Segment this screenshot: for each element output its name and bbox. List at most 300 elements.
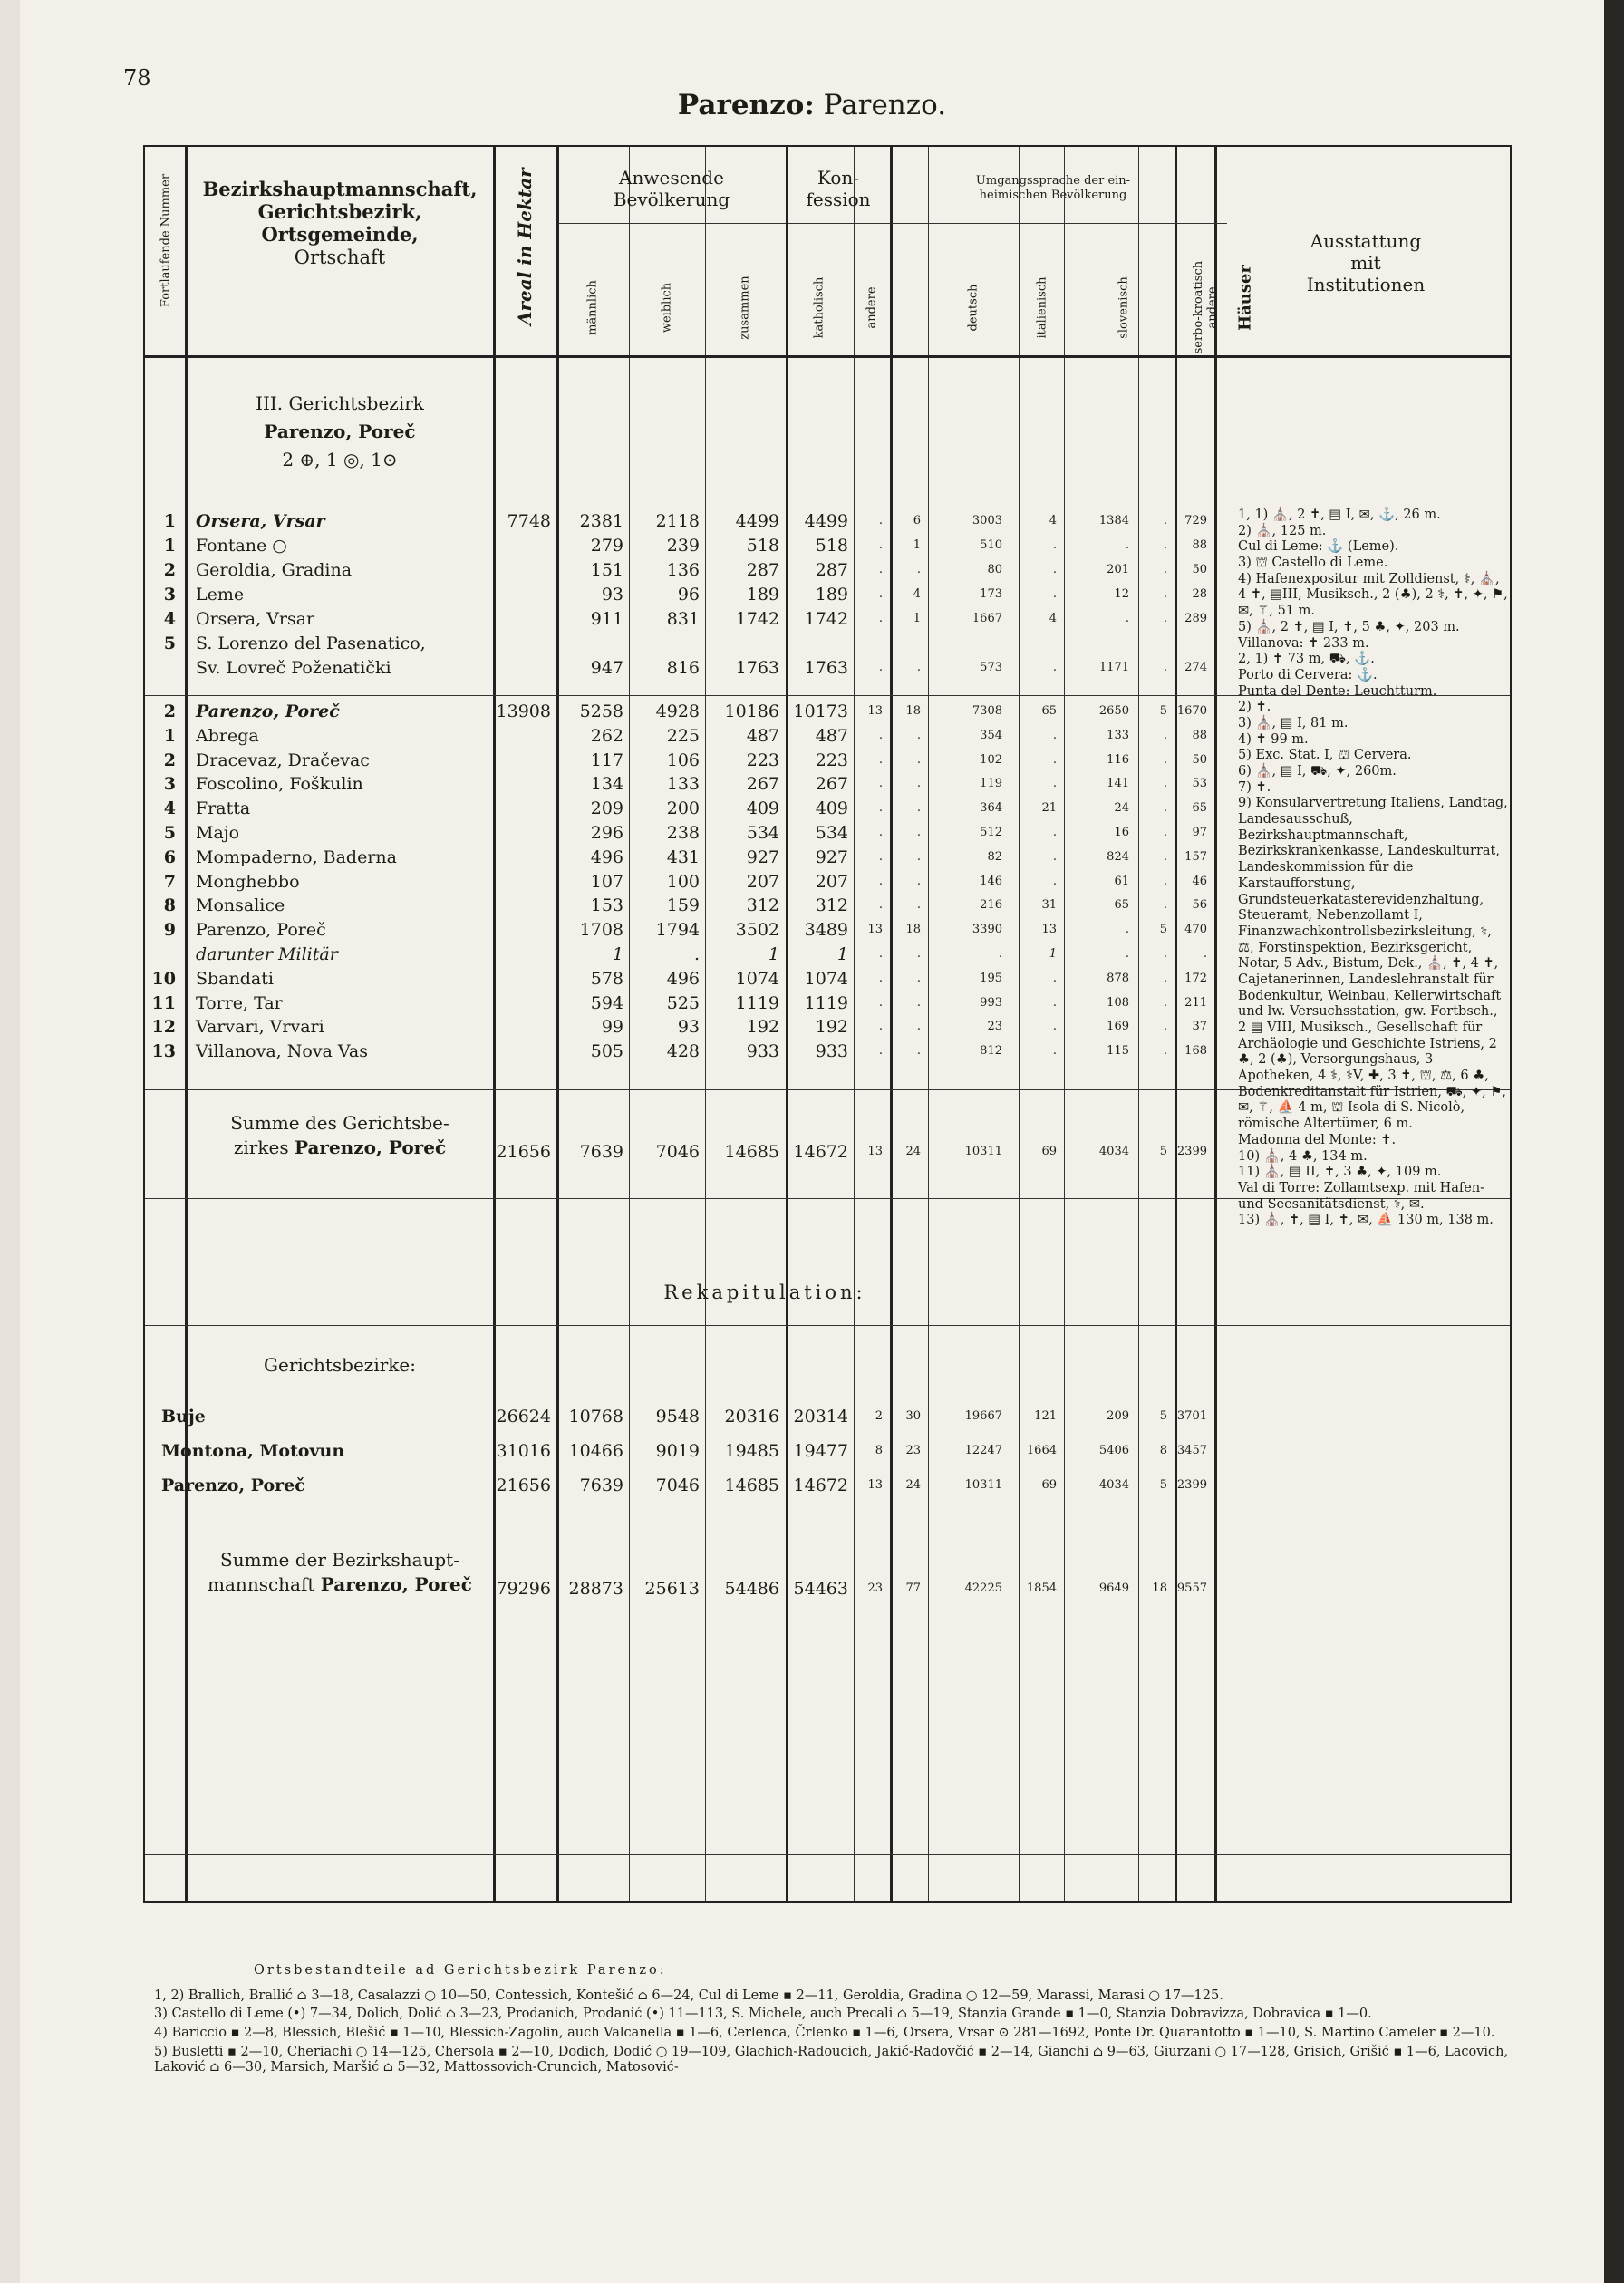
note-item: 2, 1) ✝ 73 m, ⛟, ⚓.	[1238, 652, 1375, 667]
recap-row-2-de: 24	[905, 1478, 921, 1492]
row-b-4-z: 409	[746, 798, 779, 819]
row-b-1-name: Abrega	[196, 725, 259, 746]
row-a-3-de: 4	[913, 587, 921, 601]
row-b-11-w: 496	[666, 968, 700, 989]
row-b-2-m: 117	[590, 750, 624, 770]
recap-row-0-sk: 209	[1107, 1409, 1129, 1423]
row-b-5-kath: 534	[815, 823, 848, 843]
col-serbo-croatian: serbo-kroatisch	[1191, 260, 1205, 354]
row-a-3-name: Leme	[196, 585, 245, 605]
row-b-4-sk: 24	[1114, 801, 1129, 816]
row-b-12-and: .	[878, 995, 883, 1010]
row-b-0-kath: 10173	[793, 701, 848, 721]
col-confession	[788, 167, 889, 210]
recap-row-2-name: Parenzo, Poreč	[161, 1475, 305, 1495]
col-facilities	[1218, 230, 1513, 295]
note-item: 3) ⛫ Castello di Leme.	[1238, 556, 1388, 571]
row-b-1-sk: 133	[1107, 728, 1129, 742]
row-b-7-no: 7	[163, 871, 176, 892]
row-b-5-it: 512	[980, 826, 1002, 839]
sum-district-line-2a: zirkes	[233, 1137, 295, 1158]
recap-row-1-z: 19485	[724, 1441, 779, 1461]
row-b-8-h: 56	[1192, 898, 1207, 913]
row-b-0-z: 10186	[724, 701, 779, 721]
row-b-13-it: 23	[987, 1020, 1002, 1034]
row-b-2-h: 50	[1192, 752, 1207, 767]
row-b-4-sl: 21	[1041, 801, 1057, 816]
recap-row-1-w: 9019	[655, 1441, 700, 1461]
recap-row-1-it: 12247	[964, 1444, 1002, 1457]
facilities-line-2: mit	[1350, 252, 1381, 274]
row-b-8-sk: 65	[1114, 898, 1129, 913]
row-b-10-an: .	[1163, 947, 1167, 961]
recap-title: Rekapitulation:	[663, 1282, 866, 1303]
row-b-0-it: 7308	[972, 704, 1002, 718]
row-b-0-and: 13	[867, 704, 883, 718]
row-a-1-sl: .	[1052, 538, 1057, 552]
row-a-3-kath: 189	[815, 585, 848, 605]
row-a-6-name: Sv. Lovreč Poženatički	[196, 658, 392, 678]
row-b-3-sl: .	[1052, 777, 1057, 791]
row-b-12-sk: 108	[1107, 995, 1129, 1010]
row-b-1-no: 1	[163, 725, 176, 746]
row-a-3-z: 189	[746, 585, 779, 605]
row-b-14-no: 13	[151, 1041, 176, 1062]
recap-row-0-m: 10768	[568, 1407, 624, 1427]
district-heading	[188, 390, 491, 474]
footnote-line: 1, 2) Brallich, Brallić ⌂ 3—18, Casalazzi ○ 10—50, Contessich, Kontešić ⌂ 6—24, Cul di Leme ▪ 2—11, Geroldia, Gradina ○ 12—59, Marassi, Marasi ○ 17—125.	[154, 1988, 1223, 2003]
row-b-2-an: .	[1163, 752, 1167, 767]
row-b-0-area: 13908	[496, 701, 551, 721]
sum-district-sk: 4034	[1098, 1145, 1129, 1158]
row-b-3-and: .	[878, 777, 883, 791]
recap-total-label	[188, 1548, 491, 1597]
row-b-3-it: 119	[980, 777, 1002, 791]
note-item: 7) ✝.	[1238, 779, 1271, 795]
recap-total-sk: 9649	[1098, 1582, 1129, 1595]
district-heading-line-3: 2 ⊕, 1 ◎, 1⊙	[282, 449, 398, 470]
row-b-13-sk: 169	[1107, 1020, 1129, 1034]
district-line-1: Bezirkshauptmannschaft,	[202, 178, 478, 200]
row-a-2-de: .	[916, 563, 921, 576]
row-b-10-name: darunter Militär	[196, 944, 338, 964]
page-title-rest: Parenzo.	[823, 89, 947, 121]
row-a-4-z: 1742	[735, 609, 779, 629]
row-b-11-z: 1074	[735, 968, 779, 989]
sum-district-z: 14685	[724, 1142, 779, 1162]
row-a-2-h: 50	[1192, 563, 1207, 576]
note-item: Punta del Dente: Leuchtturm.	[1238, 683, 1437, 699]
recap-total-line-2b: Parenzo, Poreč	[320, 1573, 472, 1595]
recap-total-kath: 54463	[793, 1579, 848, 1599]
recap-row-0-w: 9548	[655, 1407, 700, 1427]
row-b-13-m: 99	[601, 1017, 624, 1038]
row-b-9-kath: 3489	[804, 920, 848, 941]
row-a-1-z: 518	[746, 536, 779, 556]
row-b-7-h: 46	[1192, 874, 1207, 888]
row-b-0-w: 4928	[655, 701, 700, 721]
row-b-11-it: 195	[980, 971, 1002, 985]
row-b-10-kath: 1	[836, 944, 848, 964]
row-a-2-no: 2	[163, 560, 176, 580]
row-b-2-name: Dracevaz, Dračevac	[196, 750, 370, 770]
row-b-5-sl: .	[1052, 826, 1057, 839]
row-a-4-and: .	[878, 612, 883, 625]
page-title-bold: Parenzo:	[677, 89, 815, 121]
row-a-2-kath: 287	[815, 560, 848, 580]
row-a-3-an: .	[1163, 587, 1167, 601]
row-b-1-sl: .	[1052, 728, 1057, 742]
row-b-11-an: .	[1163, 971, 1167, 985]
row-b-1-it: 354	[980, 728, 1002, 742]
row-b-7-w: 100	[666, 871, 700, 892]
row-b-14-h: 168	[1184, 1044, 1207, 1059]
row-a-4-no: 4	[163, 609, 176, 629]
sum-district-an: 5	[1159, 1145, 1167, 1158]
page-title	[0, 89, 1624, 121]
row-b-4-kath: 409	[815, 798, 848, 819]
language-line-2: heimischen Bevölkerung	[979, 188, 1127, 202]
row-b-1-z: 487	[746, 725, 779, 746]
row-a-2-z: 287	[746, 560, 779, 580]
present-pop-line-2: Bevölkerung	[613, 189, 730, 210]
row-a-6-w: 816	[666, 658, 700, 678]
district-heading-line-2: Parenzo, Poreč	[264, 421, 416, 442]
row-b-11-m: 578	[590, 968, 624, 989]
row-a-1-h: 88	[1192, 538, 1207, 552]
sum-district-it: 10311	[964, 1145, 1002, 1158]
row-a-2-w: 136	[666, 560, 700, 580]
recap-row-1-area: 31016	[496, 1441, 551, 1461]
recap-row-1-name: Montona, Motovun	[161, 1441, 345, 1461]
footnotes	[154, 1963, 1513, 2079]
row-b-0-sk: 2650	[1098, 704, 1129, 718]
row-b-10-sl: 1	[1049, 947, 1057, 961]
sum-district-label	[188, 1111, 491, 1160]
row-b-13-z: 192	[746, 1017, 779, 1038]
row-b-12-m: 594	[590, 992, 624, 1013]
row-b-9-it: 3390	[972, 923, 1002, 937]
row-b-0-h: 1670	[1176, 704, 1207, 718]
row-b-8-w: 159	[666, 895, 700, 916]
row-b-3-an: .	[1163, 777, 1167, 791]
row-b-4-it: 364	[980, 801, 1002, 816]
row-a-1-name: Fontane ○	[196, 536, 287, 556]
row-b-6-kath: 927	[815, 846, 848, 867]
note-item: 9) Konsularvertretung Italiens, Landtag, Landesausschuß, Bezirkshauptmannschaft, Bezirkskrankenkasse, Landeskulturrat, Landeskommission für die Karstaufforstung, Grundsteuerkatasterevidenzhaltung, Steueramt, Nebenzollamt I, Finanzwachkontrollsbezirksleitung, ⚕, ⚖, Forstinspektion, Bezirksgericht, Notar, 5 Adv., Bistum, Dek., ⛪, ✝, 4 ✝, Cajetanerinnen, Landeslehranstalt für Bodenkultur, Weinbau, Kellerwirtschaft und lw. Versuchsstation, gw. Fortbsch., 2 ▤ VIII, Musiksch., Gesellschaft für Archäologie und Geschichte Istriens, 2 ♣, 2 (♣), Versorgungshaus, 3 Apotheken, 4 ⚕, ⚕V, ✚, 3 ✝, ⛫, ⚖, 6 ♣, Bodenkreditanstalt für Istrien, ⛟, ✦, ⚑, ✉, ⚚, ⛵ 4 m, ⛫ Isola di S. Nicolò, römische Altertümer, 6 m.	[1238, 796, 1508, 1132]
row-b-13-sl: .	[1052, 1020, 1057, 1034]
recap-row-1-h: 3457	[1176, 1444, 1207, 1457]
recap-row-2-area: 21656	[496, 1475, 551, 1495]
row-b-3-no: 3	[163, 774, 176, 795]
row-b-7-de: .	[916, 874, 921, 888]
row-a-4-sk: .	[1125, 612, 1129, 625]
row-b-5-m: 296	[590, 823, 624, 843]
binding-edge	[1604, 0, 1624, 2283]
row-b-10-h: .	[1203, 947, 1207, 961]
row-b-12-w: 525	[666, 992, 700, 1013]
row-b-7-z: 207	[746, 871, 779, 892]
row-a-6-z: 1763	[735, 658, 779, 678]
row-a-0-kath: 4499	[804, 511, 848, 531]
row-b-2-z: 223	[746, 750, 779, 770]
row-a-6-an: .	[1163, 661, 1167, 674]
note-item: Cul di Leme: ⚓ (Leme).	[1238, 539, 1399, 555]
row-a-3-m: 93	[601, 585, 624, 605]
recap-row-2-h: 2399	[1176, 1478, 1207, 1492]
row-b-10-w: .	[693, 944, 700, 964]
row-a-1-kath: 518	[815, 536, 848, 556]
col-slovenian: slovenisch	[1116, 276, 1131, 339]
row-b-8-and: .	[878, 898, 883, 913]
confession-line-2: fession	[806, 189, 871, 210]
col-houses: Häuser	[1235, 265, 1255, 331]
row-a-4-h: 289	[1184, 612, 1207, 625]
row-a-1-sk: .	[1125, 538, 1129, 552]
row-b-13-an: .	[1163, 1020, 1167, 1034]
row-b-8-no: 8	[163, 895, 176, 916]
row-b-10-z: 1	[768, 944, 779, 964]
row-a-6-h: 274	[1184, 661, 1207, 674]
row-b-3-sk: 141	[1107, 777, 1129, 791]
row-a-0-an: .	[1163, 514, 1167, 527]
sum-district-de: 24	[905, 1145, 921, 1158]
row-a-3-w: 96	[677, 585, 700, 605]
row-b-6-h: 157	[1184, 849, 1207, 864]
col-total: zusammen	[738, 276, 752, 340]
recap-total-h: 9557	[1176, 1582, 1207, 1595]
recap-total-line-2a: mannschaft	[208, 1573, 321, 1595]
recap-total-and: 23	[867, 1582, 883, 1595]
row-a-1-de: 1	[913, 538, 921, 552]
district-line-2: Gerichtsbezirk,	[257, 200, 422, 224]
row-a-3-it: 173	[980, 587, 1002, 601]
row-b-12-no: 11	[151, 992, 176, 1013]
row-b-9-an: 5	[1159, 923, 1167, 937]
recap-total-de: 77	[905, 1582, 921, 1595]
confession-line-1: Kon-	[817, 167, 860, 189]
row-b-14-w: 428	[666, 1041, 700, 1062]
row-b-12-an: .	[1163, 995, 1167, 1010]
recap-row-2-m: 7639	[579, 1475, 624, 1495]
row-b-3-name: Foscolino, Foškulin	[196, 774, 363, 795]
row-b-11-name: Sbandati	[196, 968, 274, 989]
row-b-10-and: .	[878, 947, 883, 961]
note-item: 6) ⛪, ▤ I, ⛟, ✦, 260m.	[1238, 764, 1397, 779]
row-b-7-and: .	[878, 874, 883, 888]
row-b-14-z: 933	[746, 1041, 779, 1062]
row-b-9-sk: .	[1125, 923, 1129, 937]
row-b-3-h: 53	[1192, 777, 1207, 791]
row-b-2-w: 106	[666, 750, 700, 770]
footnote-line: 3) Castello di Leme (•) 7—34, Dolich, Dolić ⌂ 3—23, Prodanich, Prodanić (•) 11—113, S. Michele, auch Precali ⌂ 5—19, Stanzia Grande ▪ 1—0, Stanzia Dobravizza, Dobravica ▪ 1—0.	[154, 2007, 1372, 2022]
row-a-6-and: .	[878, 661, 883, 674]
row-a-2-it: 80	[987, 563, 1002, 576]
row-b-1-kath: 487	[815, 725, 848, 746]
row-b-4-h: 65	[1192, 801, 1207, 816]
row-b-6-m: 496	[590, 846, 624, 867]
row-b-4-an: .	[1163, 801, 1167, 816]
row-b-13-name: Varvari, Vrvari	[196, 1017, 324, 1038]
row-b-14-name: Villanova, Nova Vas	[196, 1041, 368, 1062]
row-b-6-sk: 824	[1107, 849, 1129, 864]
recap-row-1-kath: 19477	[793, 1441, 848, 1461]
row-b-10-sk: .	[1125, 947, 1129, 961]
row-b-14-m: 505	[590, 1041, 624, 1062]
note-item: 2) ✝.	[1238, 700, 1271, 715]
row-a-6-m: 947	[590, 658, 624, 678]
footnote-line: 5) Busletti ▪ 2—10, Cheriachi ○ 14—125, Chersola ▪ 2—10, Dodich, Dodić ○ 19—109, Glachich-Radoucich, Jakić-Radovčić ▪ 2—14, Gianchi ⌂ 9—63, Giurzani ○ 17—128, Grisich, Grišić ▪ 1—6, Lacovich, Laković ⌂ 6—30, Marsich, Maršić ⌂ 5—32, Mattossovich-Cruncich, Matosović-	[154, 2044, 1509, 2075]
row-a-6-it: 573	[980, 661, 1002, 674]
row-b-1-an: .	[1163, 728, 1167, 742]
row-b-12-kath: 1119	[804, 992, 848, 1013]
row-a-4-m: 911	[590, 609, 624, 629]
row-a-4-de: 1	[913, 612, 921, 625]
row-a-2-sl: .	[1052, 563, 1057, 576]
recap-row-1-m: 10466	[568, 1441, 624, 1461]
recap-row-0-sl: 121	[1034, 1409, 1057, 1423]
row-b-9-sl: 13	[1041, 923, 1057, 937]
recap-row-2-w: 7046	[655, 1475, 700, 1495]
row-b-11-sk: 878	[1107, 971, 1129, 985]
row-a-3-sl: .	[1052, 587, 1057, 601]
row-b-3-z: 267	[746, 774, 779, 795]
row-b-13-no: 12	[151, 1017, 176, 1038]
row-b-3-de: .	[916, 777, 921, 791]
note-item: Villanova: ✝ 233 m.	[1238, 635, 1369, 651]
row-a-4-an: .	[1163, 612, 1167, 625]
row-a-1-it: 510	[980, 538, 1002, 552]
row-b-2-and: .	[878, 752, 883, 767]
facilities-line-1: Ausstattung	[1310, 230, 1422, 252]
recap-row-0-name: Buje	[161, 1407, 206, 1427]
note-item: 4) Hafenexpositur mit Zolldienst, ⚕, ⛪, 4 ✝, ▤III, Musiksch., 2 (♣), 2 ⚕, ✝, ✦, ⚑, ✉, ⚚, 51 m.	[1238, 571, 1508, 619]
row-b-9-and: 13	[867, 923, 883, 937]
sum-district-w: 7046	[655, 1142, 700, 1162]
row-a-0-de: 6	[913, 514, 921, 527]
row-b-6-it: 82	[987, 849, 1002, 864]
recap-row-2-it: 10311	[964, 1478, 1002, 1492]
row-b-1-and: .	[878, 728, 883, 742]
row-b-8-de: .	[916, 898, 921, 913]
row-b-7-kath: 207	[815, 871, 848, 892]
district-line-4: Ortschaft	[294, 246, 386, 268]
col-catholic: katholisch	[812, 276, 826, 339]
col-area: Areal in Hektar	[514, 168, 536, 325]
row-b-11-no: 10	[151, 968, 176, 989]
row-b-7-it: 146	[980, 874, 1002, 888]
row-b-9-m: 1708	[579, 920, 624, 941]
row-b-8-sl: 31	[1041, 898, 1057, 913]
row-a-2-and: .	[878, 563, 883, 576]
footnotes-title: Ortsbestandteile ad Gerichtsbezirk Parenzo:	[254, 1963, 667, 1978]
recap-row-1-an: 8	[1159, 1444, 1167, 1457]
sum-district-area: 21656	[496, 1142, 551, 1162]
row-b-8-kath: 312	[815, 895, 848, 916]
row-b-6-de: .	[916, 849, 921, 864]
row-a-0-w: 2118	[655, 511, 700, 531]
row-b-14-kath: 933	[815, 1041, 848, 1062]
row-b-7-an: .	[1163, 874, 1167, 888]
row-b-12-sl: .	[1052, 995, 1057, 1010]
row-b-2-kath: 223	[815, 750, 848, 770]
col-running-no: Fortlaufende Nummer	[159, 173, 173, 308]
row-b-10-m: 1	[612, 944, 624, 964]
row-a-6-sl: .	[1052, 661, 1057, 674]
row-b-6-an: .	[1163, 849, 1167, 864]
col-language	[892, 174, 1214, 202]
recap-row-2-sk: 4034	[1098, 1478, 1129, 1492]
row-a-2-an: .	[1163, 563, 1167, 576]
row-a-3-no: 3	[163, 585, 176, 605]
row-b-12-name: Torre, Tar	[196, 992, 283, 1013]
recap-row-1-and: 8	[875, 1444, 883, 1457]
row-b-13-de: .	[916, 1020, 921, 1034]
note-item: 1, 1) ⛪, 2 ✝, ▤ I, ✉, ⚓, 26 m.	[1238, 508, 1441, 522]
row-b-4-w: 200	[666, 798, 700, 819]
recap-total-it: 42225	[964, 1582, 1002, 1595]
row-b-14-an: .	[1163, 1044, 1167, 1059]
district-heading-line-1: III. Gerichtsbezirk	[256, 392, 424, 414]
recap-total-line-1: Summe der Bezirkshaupt-	[220, 1549, 459, 1571]
row-a-0-sl: 4	[1049, 514, 1057, 527]
row-b-0-sl: 65	[1041, 704, 1057, 718]
footnote-line: 4) Bariccio ▪ 2—8, Blessich, Blešić ▪ 1—10, Blessich-Zagolin, auch Valcanella ▪ 1—6, Cerlenca, Črlenko ▪ 1—6, Orsera, Vrsar ⊙ 281—1692, Ponte Dr. Quarantotto ▪ 1—10, S. Martino Cameler ▪ 2—10.	[154, 2026, 1495, 2041]
col-male: männlich	[585, 280, 600, 335]
note-item: 11) ⛪, ▤ II, ✝, 3 ♣, ✦, 109 m.	[1238, 1165, 1442, 1180]
recap-total-area: 79296	[496, 1579, 551, 1599]
row-b-6-w: 431	[666, 846, 700, 867]
recap-total-m: 28873	[568, 1579, 624, 1599]
row-b-13-kath: 192	[815, 1017, 848, 1038]
row-b-12-de: .	[916, 995, 921, 1010]
row-b-9-name: Parenzo, Poreč	[196, 920, 326, 941]
row-b-6-z: 927	[746, 846, 779, 867]
note-item: 4) ✝ 99 m.	[1238, 731, 1309, 747]
row-b-5-z: 534	[746, 823, 779, 843]
row-b-0-an: 5	[1159, 704, 1167, 718]
note-item: 13) ⛪, ✝, ▤ I, ✝, ✉, ⛵ 130 m, 138 m.	[1238, 1213, 1494, 1228]
row-b-9-de: 18	[905, 923, 921, 937]
row-b-8-name: Monsalice	[196, 895, 285, 916]
col-italian: italienisch	[1035, 276, 1049, 339]
row-b-7-sl: .	[1052, 874, 1057, 888]
row-a-0-name: Orsera, Vrsar	[196, 511, 325, 531]
recap-row-2-kath: 14672	[793, 1475, 848, 1495]
present-pop-line-1: Anwesende	[619, 167, 724, 189]
row-b-11-h: 172	[1184, 971, 1207, 985]
note-item: 5) Exc. Stat. I, ⛫ Cervera.	[1238, 748, 1412, 763]
row-a-3-sk: 12	[1114, 587, 1129, 601]
row-b-5-w: 238	[666, 823, 700, 843]
recap-row-2-sl: 69	[1041, 1478, 1057, 1492]
row-b-1-de: .	[916, 728, 921, 742]
row-b-11-sl: .	[1052, 971, 1057, 985]
row-b-6-name: Mompaderno, Baderna	[196, 846, 397, 867]
row-a-0-h: 729	[1184, 514, 1207, 527]
row-b-5-an: .	[1163, 826, 1167, 839]
row-b-14-it: 812	[980, 1044, 1002, 1059]
sum-district-and: 13	[867, 1145, 883, 1158]
row-b-1-w: 225	[666, 725, 700, 746]
district-line-3: Ortsgemeinde,	[261, 223, 419, 247]
row-a-6-sk: 1171	[1098, 661, 1129, 674]
row-b-5-h: 97	[1192, 826, 1207, 839]
recap-row-0-and: 2	[875, 1409, 883, 1423]
col-german: deutsch	[966, 284, 981, 332]
recap-total-z: 54486	[724, 1579, 779, 1599]
row-b-6-no: 6	[163, 846, 176, 867]
